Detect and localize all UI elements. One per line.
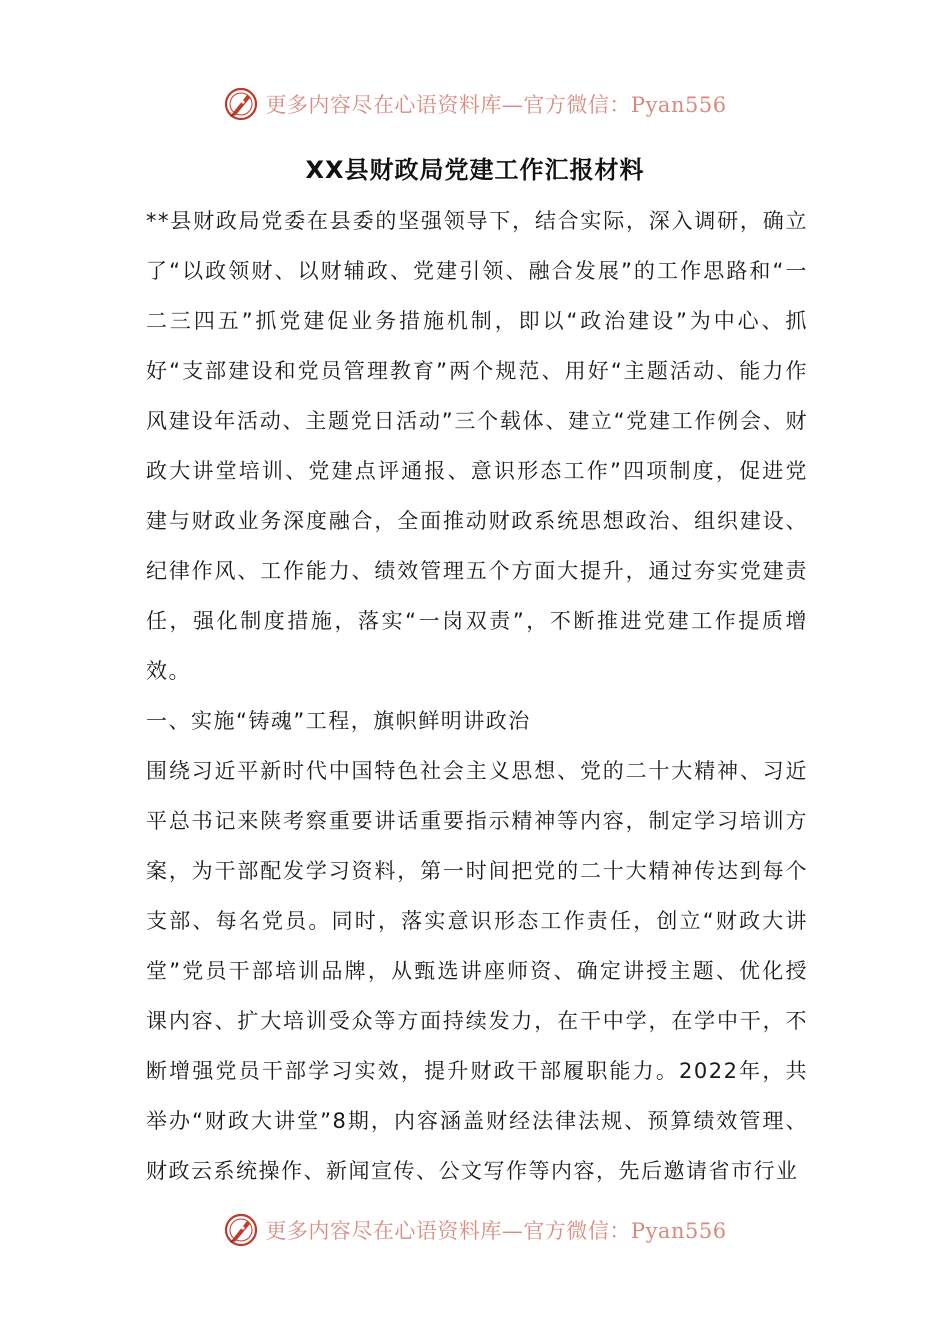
watermark-header [0, 84, 950, 124]
document-title: XX县财政局党建工作汇报材料 [305, 156, 645, 184]
watermark-text: 更多内容尽在心语资料库—官方微信：Pyan556 [265, 93, 727, 117]
watermark-footer [0, 1210, 950, 1250]
quill-pen-logo-icon [223, 1212, 259, 1248]
section-heading-1: 一、实施“铸魂”工程，旗帜鲜明讲政治 [146, 709, 531, 733]
watermark-text: 更多内容尽在心语资料库—官方微信：Pyan556 [265, 1219, 727, 1243]
document-body [146, 196, 808, 1196]
paragraph-section-1: 围绕习近平新时代中国特色社会主义思想、党的二十大精神、习近平总书记来陕考察重要讲话重要指示精神等内容，制定学习培训方案，为干部配发学习资料，第一时间把党的二十大精神传达到每个支部、每名党员。同时，落实意识形态工作责任，创立“财政大讲堂”党员干部培训品牌，从甄选讲座师资、确定讲授主题、优化授课内容、扩大培训受众等方面持续发力，在干中学，在学中干，不断增强党员干部学习实效，提升财政干部履职能力。2022年，共举办“财政大讲堂”8期，内容涵盖财经法律法规、预算绩效管理、财政云系统操作、新闻宣传、公文写作等内容，先后邀请省市行业 [146, 759, 808, 1183]
quill-pen-logo-icon [223, 86, 259, 122]
paragraph-intro: **县财政局党委在县委的坚强领导下，结合实际，深入调研，确立了“以政领财、以财辅政、党建引领、融合发展”的工作思路和“一二三四五”抓党建促业务措施机制，即以“政治建设”为中心、抓好“支部建设和党员管理教育”两个规范、用好“主题活动、能力作风建设年活动、主题党日活动”三个载体、建立“党建工作例会、财政大讲堂培训、党建点评通报、意识形态工作”四项制度，促进党建与财政业务深度融合，全面推动财政系统思想政治、组织建设、纪律作风、工作能力、绩效管理五个方面大提升，通过夯实党建责任，强化制度措施，落实“一岗双责”，不断推进党建工作提质增效。 [146, 209, 808, 683]
